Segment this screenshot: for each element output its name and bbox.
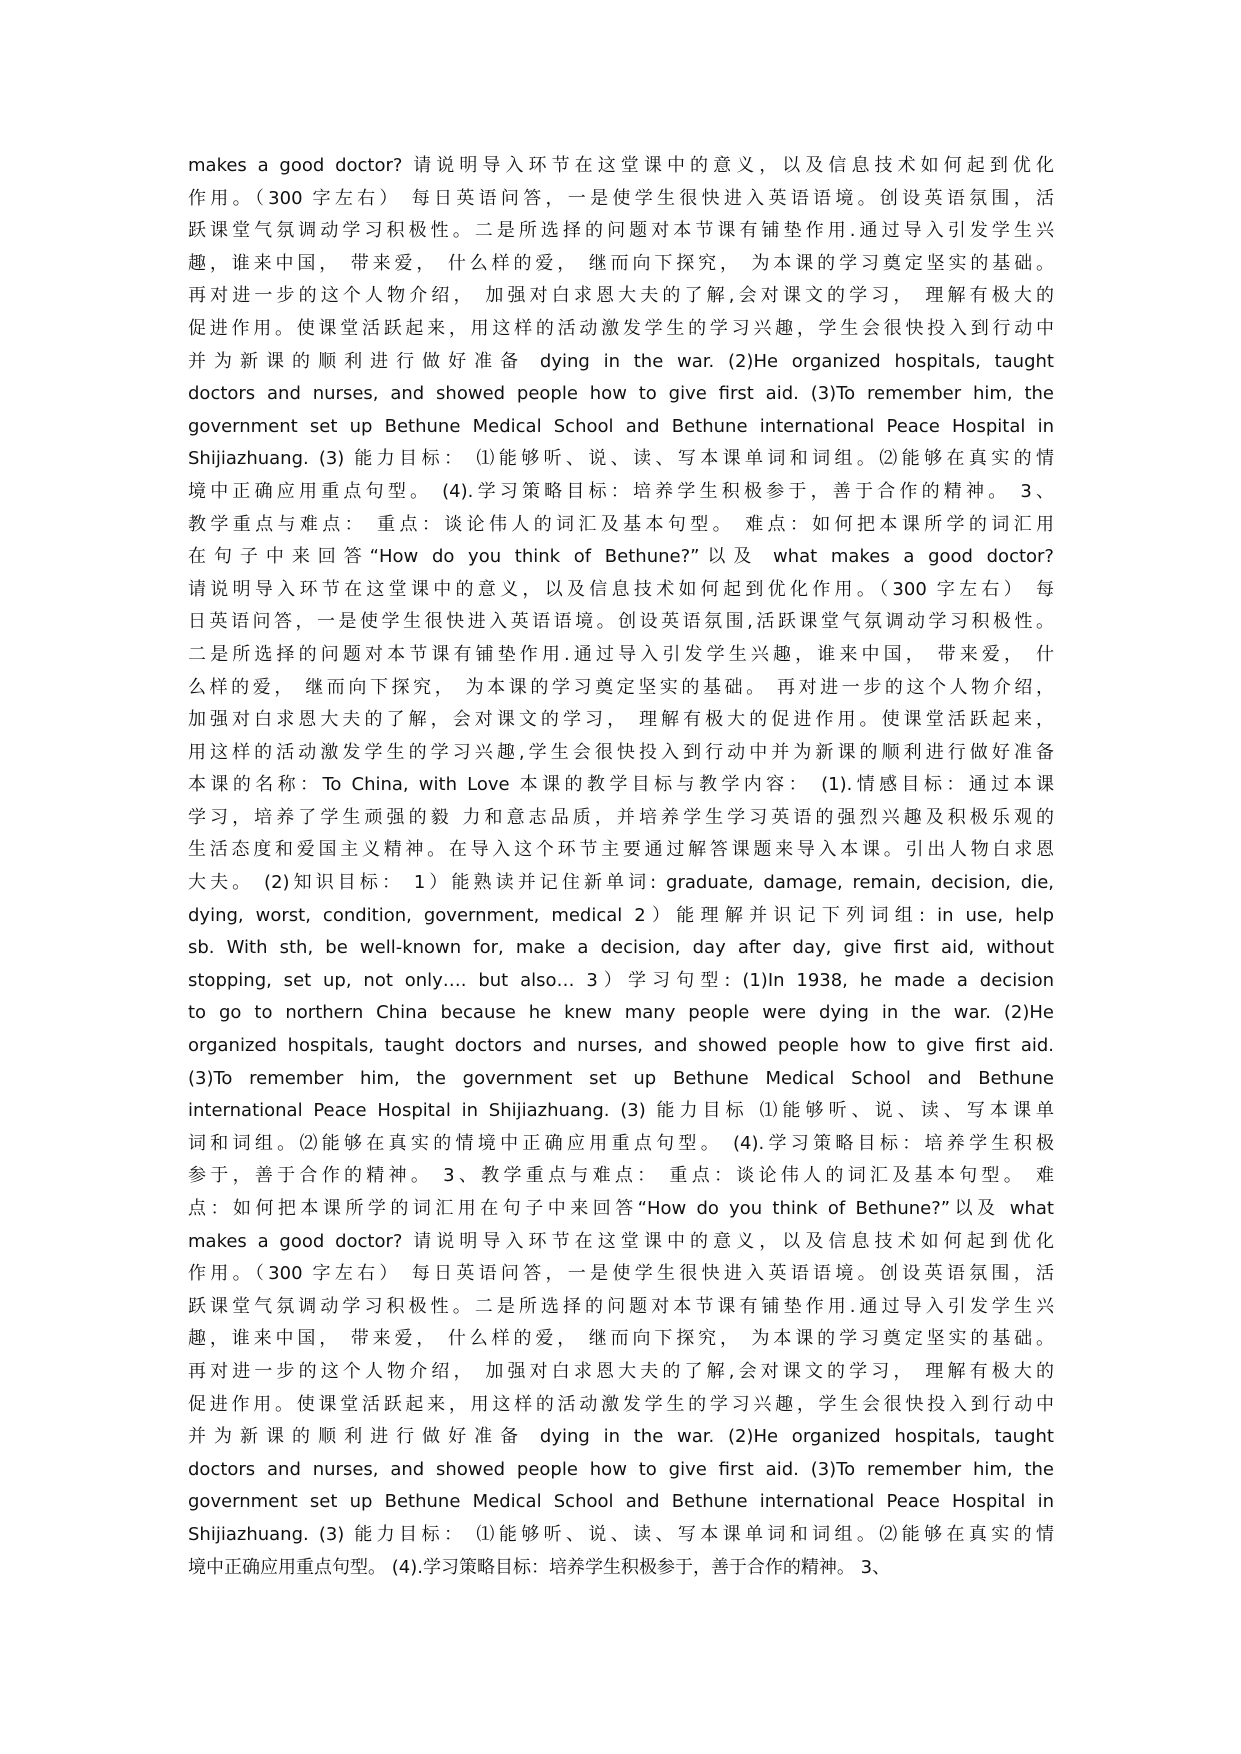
text-line: 二是所选择的问题对本节课有铺垫作用.通过导入引发学生兴趣，谁来中国， 带来爱， 什 [188,643,1054,665]
body-text [188,150,1054,1590]
text-line: 跃课堂气氛调动学习积极性。二是所选择的问题对本节课有铺垫作用.通过导入引发学生兴 [188,220,1054,242]
text-line: 促进作用。使课堂活跃起来，用这样的活动激发学生的学习兴趣，学生会很快投入到行动中 [188,317,1054,339]
text-line: 趣，谁来中国， 带来爱， 什么样的爱， 继而向下探究， 为本课的学习奠定坚实的基础。 [188,1328,1054,1350]
text-line: 学习，培养了学生顽强的毅 力和意志品质，并培养学生学习英语的强烈兴趣及积极乐观的 [188,806,1054,828]
text-line: to go to northern China because he knew many people were dying in the war. (2)He [188,1002,1054,1024]
text-line: sb. With sth, be well-known for, make a decision, day after day, give first aid, without [188,937,1054,959]
text-line: 跃课堂气氛调动学习积极性。二是所选择的问题对本节课有铺垫作用.通过导入引发学生兴 [188,1295,1054,1317]
text-line: government set up Bethune Medical School and Bethune international Peace Hospital in [188,415,1054,437]
text-line: makes a good doctor? 请说明导入环节在这堂课中的意义，以及信息技术如何起到优化 [188,1230,1054,1252]
text-line: Shijiazhuang. (3) 能力目标： ⑴能够听、说、读、写本课单词和词组。⑵能够在真实的情 [188,1523,1054,1545]
text-line: stopping, set up, not only…. but also… 3）学习句型: (1)In 1938, he made a decision [188,969,1054,991]
text-line: 再对进一步的这个人物介绍， 加强对白求恩大夫的了解,会对课文的学习， 理解有极大的 [188,285,1054,307]
text-line: (3)To remember him, the government set up Bethune Medical School and Bethune [188,1067,1054,1089]
text-line: doctors and nurses, and showed people how to give first aid. (3)To remember him, the [188,383,1054,405]
text-line: 境中正确应用重点句型。 (4).学习策略目标：培养学生积极参于，善于合作的精神。 3、 [188,480,1054,502]
text-line: government set up Bethune Medical School and Bethune international Peace Hospital in [188,1491,1054,1513]
text-line: 大夫。 (2)知识目标： 1）能熟读并记住新单词: graduate, damage, remain, decision, die, [188,872,1054,894]
text-line: makes a good doctor? 请说明导入环节在这堂课中的意义，以及信息技术如何起到优化 [188,155,1054,176]
text-line: 生活态度和爱国主义精神。在导入这个环节主要通过解答课题来导入本课。引出人物白求恩 [188,839,1054,861]
text-line: 词和词组。⑵能够在真实的情境中正确应用重点句型。 (4).学习策略目标：培养学生积极 [188,1132,1054,1154]
text-line: 作用。（300 字左右） 每日英语问答，一是使学生很快进入英语语境。创设英语氛围，活 [188,1263,1054,1285]
text-line: 教学重点与难点： 重点：谈论伟人的词汇及基本句型。 难点：如何把本课所学的词汇用 [188,513,1054,535]
text-line: 么样的爱， 继而向下探究， 为本课的学习奠定坚实的基础。 再对进一步的这个人物介绍， [188,676,1054,698]
text-line: doctors and nurses, and showed people how to give first aid. (3)To remember him, the [188,1458,1054,1480]
text-line: international Peace Hospital in Shijiazhuang. (3) 能力目标 ⑴能够听、说、读、写本课单 [188,1100,1054,1122]
text-line: 加强对白求恩大夫的了解，会对课文的学习， 理解有极大的促进作用。使课堂活跃起来， [188,709,1054,731]
text-line: 参于，善于合作的精神。 3、教学重点与难点： 重点：谈论伟人的词汇及基本句型。 难 [188,1165,1054,1187]
text-line: 趣，谁来中国， 带来爱， 什么样的爱， 继而向下探究， 为本课的学习奠定坚实的基础。 [188,252,1054,274]
text-line: 再对进一步的这个人物介绍， 加强对白求恩大夫的了解,会对课文的学习， 理解有极大的 [188,1360,1054,1382]
text-line: Shijiazhuang. (3) 能力目标： ⑴能够听、说、读、写本课单词和词组。⑵能够在真实的情 [188,448,1054,470]
text-line: 境中正确应用重点句型。 (4).学习策略目标：培养学生积极参于，善于合作的精神。 3、 [188,1556,891,1578]
text-line: dying, worst, condition, government, medical 2）能理解并识记下列词组: in use, help [188,904,1054,926]
text-line: 日英语问答，一是使学生很快进入英语语境。创设英语氛围,活跃课堂气氛调动学习积极性。 [188,611,1054,633]
text-line: 作用。（300 字左右） 每日英语问答，一是使学生很快进入英语语境。创设英语氛围，活 [188,187,1054,209]
text-line: 并为新课的顺利进行做好准备 dying in the war. (2)He organized hospitals, taught [188,350,1054,372]
text-line: 用这样的活动激发学生的学习兴趣,学生会很快投入到行动中并为新课的顺利进行做好准备 [188,741,1054,763]
text-line: 在句子中来回答“How do you think of Bethune?”以及 what makes a good doctor? [188,546,1054,568]
text-line: organized hospitals, taught doctors and nurses, and showed people how to give first aid. [188,1035,1054,1057]
text-line: 促进作用。使课堂活跃起来，用这样的活动激发学生的学习兴趣，学生会很快投入到行动中 [188,1393,1054,1415]
text-line: 并为新课的顺利进行做好准备 dying in the war. (2)He organized hospitals, taught [188,1426,1054,1448]
text-line: 请说明导入环节在这堂课中的意义，以及信息技术如何起到优化作用。（300 字左右） 每 [188,578,1054,600]
text-line: 点：如何把本课所学的词汇用在句子中来回答“How do you think of Bethune?”以及 what [188,1198,1054,1219]
text-line: 本课的名称：To China, with Love 本课的教学目标与教学内容： (1).情感目标：通过本课 [188,774,1054,796]
